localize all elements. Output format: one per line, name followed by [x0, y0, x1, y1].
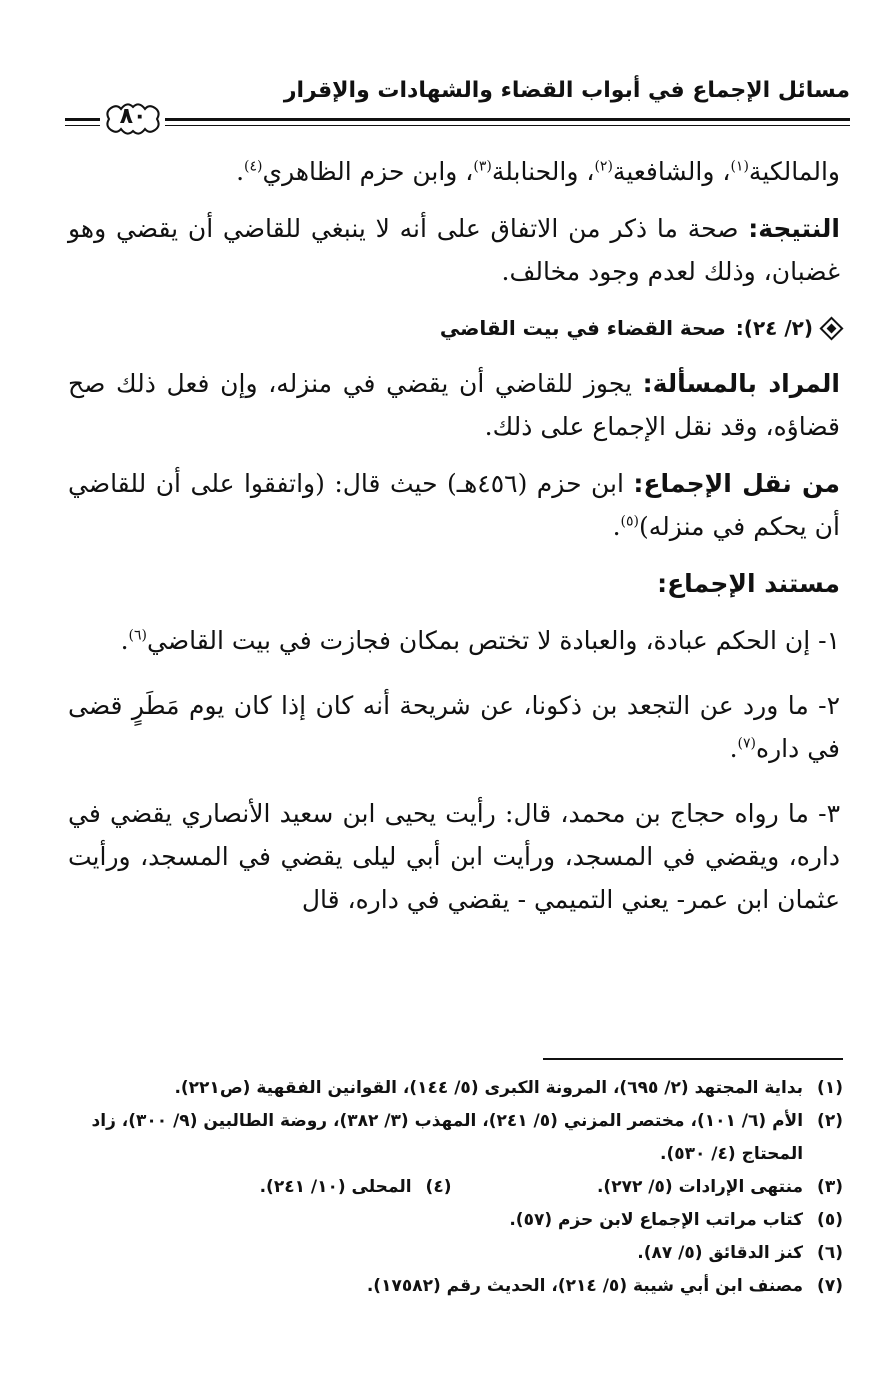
footnote-number: (٦): [817, 1243, 843, 1263]
result-text: صحة ما ذكر من الاتفاق على أنه لا ينبغي للقاضي أن يقضي وهو غضبان، وذلك لعدم وجود مخالف.: [68, 214, 840, 286]
text: .: [120, 626, 129, 655]
text: .: [612, 512, 621, 541]
footnote-number: (١): [817, 1078, 843, 1098]
footnote: [60, 1105, 843, 1171]
result-label: النتيجة:: [748, 214, 840, 243]
transmitter-label: من نقل الإجماع:: [633, 469, 840, 498]
footnote: [60, 1270, 843, 1303]
footnote-text: بداية المجتهد (٢/ ٦٩٥)، المرونة الكبرى (٥/ ١٤٤)، القوانين الفقهية (ص٢٢١).: [174, 1078, 804, 1098]
footnote-text: المحلى (١٠/ ٢٤١).: [259, 1177, 412, 1197]
footnote-separator: [543, 1058, 843, 1060]
footnote-number: (٤): [425, 1177, 452, 1197]
footnote-text: الأم (٦/ ١٠١)، مختصر المزني (٥/ ٢٤١)، المهذب (٣/ ٣٨٢)، روضة الطالبين (٩/ ٣٠٠)، زاد المحتاج (٤/ ٥٣٠).: [91, 1111, 804, 1164]
footnote-number: (٧): [817, 1276, 843, 1296]
footnote-number: (٢): [817, 1111, 843, 1131]
footnote-ref[interactable]: (٥): [620, 513, 640, 530]
footnote-ref[interactable]: (٢): [594, 158, 613, 175]
footnote: [60, 1204, 843, 1237]
footnote-ref[interactable]: (٤): [244, 158, 263, 175]
footnote-text: منتهى الإرادات (٥/ ٢٧٢).: [596, 1177, 804, 1197]
paragraph-transmitter: [68, 462, 840, 548]
paragraph-result: [68, 207, 840, 293]
text: ، وابن حزم الظاهري: [262, 157, 474, 186]
text: ، والحنابلة: [491, 157, 595, 186]
evidence-item: [68, 619, 840, 662]
footnote-text: كنز الدقائق (٥/ ٨٧).: [637, 1243, 804, 1263]
header-rule-left: [65, 118, 100, 121]
evidence-item: [68, 792, 840, 921]
section-number: (٢/ ٢٤):: [735, 316, 813, 340]
main-text: [68, 150, 840, 943]
page-number: ٨٠: [119, 104, 147, 129]
text: .: [729, 734, 738, 763]
paragraph-1: [68, 150, 840, 193]
section-title: صحة القضاء في بيت القاضي: [439, 316, 726, 340]
header-rule-left-thin: [65, 125, 100, 126]
footnote-number: (٥): [817, 1210, 843, 1230]
header-rule-thin: [165, 125, 850, 126]
footnote-text: كتاب مراتب الإجماع لابن حزم (٥٧).: [509, 1210, 804, 1230]
text: .: [236, 157, 245, 186]
footnotes: [60, 1072, 843, 1303]
footnote-ref[interactable]: (١): [730, 158, 749, 175]
meaning-label: المراد بالمسألة:: [642, 369, 840, 398]
footnote: [60, 1237, 843, 1270]
footnote-text: مصنف ابن أبي شيبة (٥/ ٢١٤)، الحديث رقم (١٧٥٨٢).: [366, 1276, 804, 1296]
evidence-item: [68, 684, 840, 770]
diamond-bullet-icon: [819, 316, 843, 340]
evidence-text: ٣- ما رواه حجاج بن محمد، قال: رأيت يحيى ابن سعيد الأنصاري يقضي في داره، ويقضي في المسجد، ورأيت ابن أبي ليلى يقضي في المسجد، ورأيت عثمان ابن عمر- يعني التميمي - يقضي في داره، قال: [68, 799, 840, 914]
footnote: [60, 1171, 452, 1204]
section-heading: [68, 307, 840, 350]
footnote-ref[interactable]: (٧): [737, 735, 757, 752]
header-rule: [165, 118, 850, 121]
footnote-ref[interactable]: (٣): [473, 158, 492, 175]
page-number-ornament: [103, 98, 163, 140]
evidence-text: ١- إن الحكم عبادة، والعبادة لا تختص بمكان فجازت في بيت القاضي: [147, 626, 840, 655]
page-header: [65, 70, 850, 150]
footnote: [452, 1171, 844, 1204]
evidence-heading: مستند الإجماع:: [657, 569, 840, 598]
paragraph-meaning: [68, 362, 840, 448]
footnote: [60, 1072, 843, 1105]
footnote-number: (٣): [817, 1177, 843, 1197]
evidence-text: ٢- ما ورد عن التجعد بن ذكونا، عن شريحة أنه كان إذا كان يوم مَطَرٍ قضى في داره: [68, 691, 840, 763]
footnote-row: [60, 1171, 843, 1204]
footnote-ref[interactable]: (٦): [128, 627, 148, 644]
running-title: مسائل الإجماع في أبواب القضاء والشهادات والإقرار: [283, 78, 850, 103]
meaning-text: يجوز للقاضي أن يقضي في منزله، وإن فعل ذلك صح قضاؤه، وقد نقل الإجماع على ذلك.: [68, 369, 840, 441]
text: والمالكية: [748, 157, 840, 186]
text: ، والشافعية: [612, 157, 731, 186]
transmitter-text: ابن حزم (٤٥٦هـ) حيث قال: (واتفقوا على أن للقاضي أن يحكم في منزله): [68, 469, 840, 541]
